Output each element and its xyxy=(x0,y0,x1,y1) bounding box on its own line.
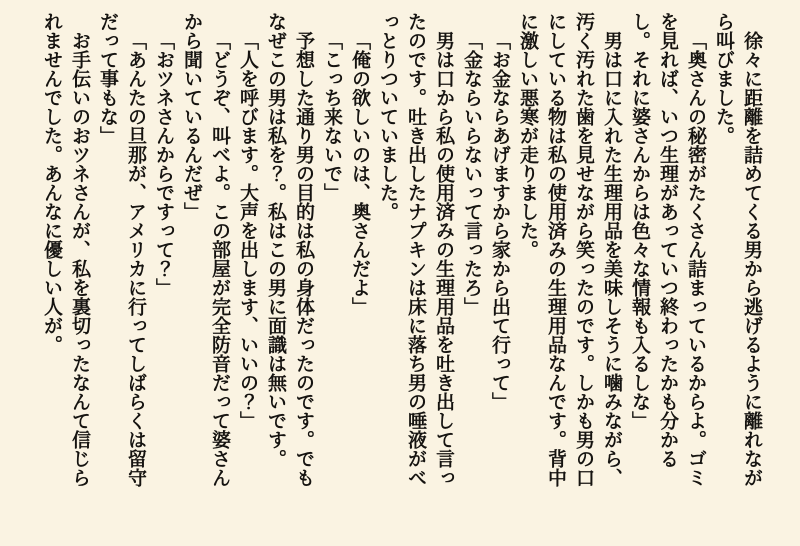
paragraph-dialogue-7: 「どうぞ、叫べよ。この部屋が完全防音だって婆さんから聞いているんだぜ」 xyxy=(181,12,231,487)
paragraph-narration-4: 予想した通り男の目的は私の身体だったのです。でもなぜこの男は私を？。私はこの男に面識は無いです。 xyxy=(265,12,315,487)
paragraph-dialogue-9: 「あんたの旦那が、アメリカに行ってしばらくは留守だって事もな」 xyxy=(97,12,147,487)
paragraph-narration-3: 男は口から私の使用済みの生理用品を吐き出して言ったのです。吐き出したナプキンは床に落ち男の唾液がべっとりついていました。 xyxy=(377,12,455,487)
paragraph-dialogue-1: 「奥さんの秘密がたくさん詰まっているからよ。ゴミを見れば、いつ生理があっていつ終わったかも分かるし。それに婆さんからは色々な情報も入るしな」 xyxy=(629,12,707,487)
paragraph-dialogue-6: 「人を呼びます。大声を出します、いいの？」 xyxy=(237,31,259,430)
paragraph-dialogue-2: 「お金ならあげますから家から出て行って」 xyxy=(489,31,511,411)
paragraph-narration-2: 男は口に入れた生理用品を美味しそうに噛みながら、汚く汚れた歯を見せながら笑ったのです。しかも男の口にしている物は私の使用済みの生理用品なんです。背中に激しい悪寒が走りました。 xyxy=(517,12,623,487)
paragraph-narration-1: 徐々に距離を詰めてくる男から逃げるように離れながら叫びました。 xyxy=(713,12,763,487)
paragraph-dialogue-5: 「こっち来ないで」 xyxy=(321,31,343,202)
paragraph-narration-5: お手伝いのおツネさんが、私を裏切ったなんて信じられませんでした。あんなに優しい人が。 xyxy=(41,12,91,487)
paragraph-dialogue-4: 「俺の欲しいのは、奥さんだよ」 xyxy=(349,31,371,316)
paragraph-dialogue-8: 「おツネさんからですって？」 xyxy=(153,31,175,297)
paragraph-dialogue-3: 「金ならいらないって言ったろ」 xyxy=(461,31,483,316)
